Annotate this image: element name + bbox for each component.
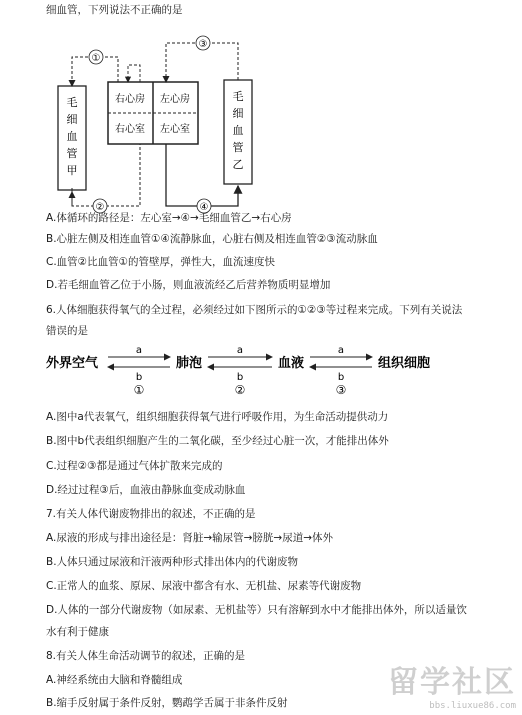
watermark-logo-text: 留学社区	[388, 665, 516, 700]
capillary-b-char: 毛	[232, 90, 244, 103]
q8-option-b: B.缩手反射属于条件反射，鹦鹉学舌属于非条件反射	[46, 697, 288, 709]
q6-stem-line-2: 错误的是	[46, 325, 88, 337]
question-5-stem-tail: 细血管，下列说法不正确的是	[46, 4, 183, 16]
node-tissue-cells: 组织细胞	[378, 356, 431, 371]
q7-stem: 7.有关人体代谢废物排出的叙述，不正确的是	[46, 508, 256, 520]
label-b-2: b	[236, 372, 244, 383]
process-3-label: ③	[335, 383, 347, 397]
capillary-b-char: 乙	[232, 158, 244, 171]
capillary-b-char: 细	[232, 107, 244, 120]
left-atrium-label: 左心房	[160, 94, 190, 105]
right-atrium-label: 右心房	[115, 94, 145, 105]
q7-option-a: A.尿液的形成与排出途径是：肾脏→输尿管→膀胱→尿道→体外	[46, 532, 334, 544]
label-a-2: a	[236, 345, 244, 356]
q5-option-b: B.心脏左侧及相连血管①④流静脉血，心脏右侧及相连血管②③流动脉血	[46, 233, 378, 245]
vessel-3-label: ③	[198, 39, 208, 50]
circulation-diagram	[0, 30, 522, 230]
right-ventricle-label: 右心室	[115, 124, 145, 135]
capillary-a-char: 血	[66, 130, 78, 143]
q6-option-a: A.图中a代表氧气，组织细胞获得氧气进行呼吸作用，为生命活动提供动力	[46, 411, 389, 423]
capillary-a-char: 细	[66, 113, 78, 126]
label-a-1: a	[135, 345, 143, 356]
capillary-b-char: 管	[232, 141, 244, 154]
q7-option-d: D.人体的一部分代谢废物（如尿素、无机盐等）只有溶解到水中才能排出体外，所以适量饮	[46, 604, 467, 616]
q6-option-d: D.经过过程③后，血液由静脉血变成动脉血	[46, 484, 246, 496]
vessel-2-label: ②	[95, 202, 105, 213]
node-outer-air: 外界空气	[46, 356, 99, 371]
q6-stem-line-1: 6.人体细胞获得氧气的全过程，必须经过如下图所示的①②③等过程来完成。下列有关说法	[46, 304, 463, 316]
respiration-diagram	[0, 342, 522, 398]
q7-option-c: C.正常人的血浆、原尿、尿液中都含有水、无机盐、尿素等代谢废物	[46, 580, 362, 592]
node-alveoli: 肺泡	[176, 356, 203, 371]
node-blood: 血液	[278, 356, 305, 371]
capillary-a-char: 毛	[66, 96, 78, 109]
q8-stem: 8.有关人体生命活动调节的叙述，正确的是	[46, 650, 246, 662]
q6-option-c: C.过程②③都是通过气体扩散来完成的	[46, 460, 223, 472]
site-watermark	[388, 657, 516, 711]
q6-option-b: B.图中b代表组织细胞产生的二氧化碳，至少经过心脏一次，才能排出体外	[46, 435, 389, 447]
vessel-1-label: ①	[91, 53, 101, 64]
q5-option-c: C.血管②比血管①的管壁厚，弹性大，血流速度快	[46, 256, 275, 268]
q5-option-a: A.体循环的路径是：左心室→④→毛细血管乙→右心房	[46, 212, 292, 224]
q7-option-d-cont: 水有利于健康	[46, 626, 109, 638]
capillary-a-char: 管	[66, 147, 78, 160]
left-ventricle-label: 左心室	[160, 124, 190, 135]
process-2-label: ②	[234, 383, 246, 397]
process-1-label: ①	[133, 383, 145, 397]
capillary-a-char: 甲	[66, 164, 78, 177]
q7-option-b: B.人体只通过尿液和汗液两种形式排出体内的代谢废物	[46, 556, 299, 568]
watermark-url: bbs.liuxue86.com	[429, 701, 516, 711]
vessel-4-label: ④	[199, 202, 209, 213]
vessel-4-path	[166, 144, 238, 206]
vessel-2-path	[72, 144, 140, 206]
q8-option-a: A.神经系统由大脑和脊髓组成	[46, 674, 183, 686]
capillary-b-char: 血	[232, 124, 244, 137]
label-b-3: b	[337, 372, 345, 383]
label-b-1: b	[135, 372, 143, 383]
q5-option-d: D.若毛细血管乙位于小肠，则血液流经乙后营养物质明显增加	[46, 279, 331, 291]
label-a-3: a	[337, 345, 345, 356]
